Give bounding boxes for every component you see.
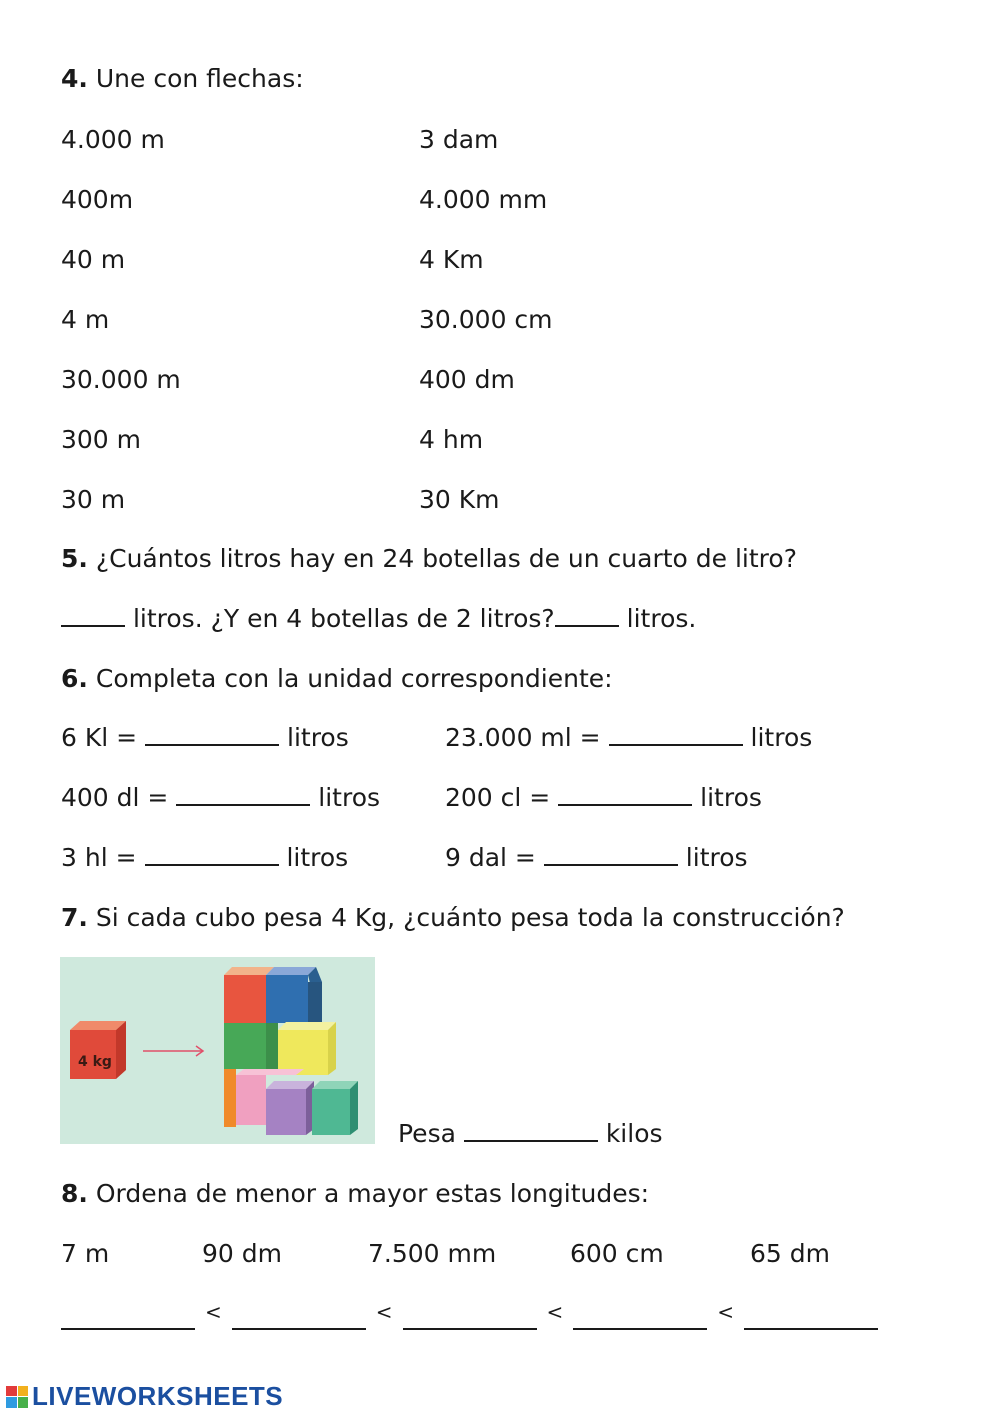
q4-left-item: 30.000 m bbox=[61, 365, 181, 394]
q6-unit: litros bbox=[318, 783, 381, 812]
q7-answer-line bbox=[398, 1118, 663, 1150]
q6-right-exercise bbox=[445, 722, 812, 754]
q6-left-expression: 6 Kl = bbox=[61, 723, 138, 752]
q7-answer-prefix: Pesa bbox=[398, 1119, 456, 1148]
arrow-icon bbox=[143, 1046, 203, 1056]
q6-heading bbox=[61, 663, 613, 695]
q5-title: ¿Cuántos litros hay en 24 botellas de un cuarto de litro? bbox=[95, 544, 797, 573]
q8-heading bbox=[61, 1178, 649, 1210]
q4-right-item: 3 dam bbox=[419, 125, 499, 154]
q6-unit: litros bbox=[700, 783, 762, 812]
single-cube bbox=[70, 1021, 126, 1079]
less-than-sign: < bbox=[375, 1300, 393, 1324]
q6-unit: litros bbox=[750, 723, 813, 752]
q6-right-exercise bbox=[445, 842, 748, 874]
q8-blank[interactable] bbox=[403, 1306, 537, 1330]
q6-right-expression: 200 cl = bbox=[445, 783, 551, 812]
q6-left-expression: 400 dl = bbox=[61, 783, 169, 812]
brand-name: LIVEWORKSHEETS bbox=[32, 1381, 284, 1411]
q6-left-exercise bbox=[61, 782, 380, 814]
cube-construction bbox=[224, 967, 358, 1135]
q7-heading bbox=[61, 902, 845, 934]
q4-left-item: 4.000 m bbox=[61, 125, 165, 154]
q4-heading bbox=[61, 63, 304, 95]
q8-order-row bbox=[61, 1296, 878, 1330]
q8-blank[interactable] bbox=[744, 1306, 878, 1330]
q6-blank[interactable] bbox=[558, 782, 692, 806]
q6-number: 6. bbox=[61, 664, 88, 693]
q8-item: 90 dm bbox=[202, 1239, 282, 1268]
q5-part1: litros. ¿Y en 4 botellas de 2 litros? bbox=[132, 604, 555, 633]
q6-blank[interactable] bbox=[176, 782, 310, 806]
q6-title: Completa con la unidad correspondiente: bbox=[95, 664, 613, 693]
q4-right-item: 4 Km bbox=[419, 245, 484, 274]
q4-number: 4. bbox=[61, 64, 88, 93]
cube-illustration bbox=[60, 957, 375, 1144]
q8-item: 7 m bbox=[61, 1239, 110, 1268]
q4-right-item: 30.000 cm bbox=[419, 305, 553, 334]
q8-item: 7.500 mm bbox=[368, 1239, 497, 1268]
less-than-sign: < bbox=[546, 1300, 564, 1324]
cube-construction-figure bbox=[60, 957, 375, 1144]
q5-answer-line bbox=[61, 603, 696, 635]
q4-right-item: 400 dm bbox=[419, 365, 515, 394]
q4-right-item: 4 hm bbox=[419, 425, 484, 454]
less-than-sign: < bbox=[205, 1300, 222, 1324]
q7-number: 7. bbox=[61, 903, 88, 932]
q5-part2: litros. bbox=[626, 604, 697, 633]
q5-blank-2[interactable] bbox=[555, 603, 619, 627]
q6-unit: litros bbox=[685, 843, 748, 872]
q4-left-item: 4 m bbox=[61, 305, 110, 334]
q8-blank[interactable] bbox=[573, 1306, 707, 1330]
q4-right-item: 30 Km bbox=[419, 485, 500, 514]
q5-heading bbox=[61, 543, 797, 575]
q8-item: 65 dm bbox=[750, 1239, 830, 1268]
q6-blank[interactable] bbox=[609, 722, 743, 746]
q6-left-exercise bbox=[61, 722, 349, 754]
logo-grid-icon bbox=[6, 1386, 28, 1408]
q7-answer-suffix: kilos bbox=[605, 1119, 663, 1148]
q4-left-item: 30 m bbox=[61, 485, 126, 514]
q7-title: Si cada cubo pesa 4 Kg, ¿cuánto pesa toda la construcción? bbox=[95, 903, 845, 932]
q5-blank-1[interactable] bbox=[61, 603, 125, 627]
q4-left-item: 40 m bbox=[61, 245, 126, 274]
q6-unit: litros bbox=[287, 723, 349, 752]
q4-left-item: 300 m bbox=[61, 425, 142, 454]
cube-weight-label: 4 kg bbox=[78, 1054, 112, 1070]
less-than-sign: < bbox=[717, 1300, 735, 1324]
q8-title: Ordena de menor a mayor estas longitudes: bbox=[95, 1179, 650, 1208]
q8-blank[interactable] bbox=[232, 1306, 366, 1330]
q8-item: 600 cm bbox=[570, 1239, 664, 1268]
q6-right-expression: 23.000 ml = bbox=[445, 723, 601, 752]
q4-left-item: 400m bbox=[61, 185, 134, 214]
q6-left-expression: 3 hl = bbox=[61, 843, 137, 872]
q4-title: Une con flechas: bbox=[95, 64, 304, 93]
q8-number: 8. bbox=[61, 1179, 88, 1208]
q6-right-exercise bbox=[445, 782, 762, 814]
q6-right-expression: 9 dal = bbox=[445, 843, 536, 872]
q4-right-item: 4.000 mm bbox=[419, 185, 548, 214]
q6-unit: litros bbox=[286, 843, 349, 872]
q5-number: 5. bbox=[61, 544, 88, 573]
q6-blank[interactable] bbox=[145, 722, 279, 746]
liveworksheets-logo bbox=[6, 1381, 283, 1412]
q6-blank[interactable] bbox=[544, 842, 678, 866]
q7-blank[interactable] bbox=[464, 1118, 598, 1142]
q6-blank[interactable] bbox=[145, 842, 279, 866]
q6-left-exercise bbox=[61, 842, 348, 874]
q8-blank[interactable] bbox=[61, 1306, 195, 1330]
